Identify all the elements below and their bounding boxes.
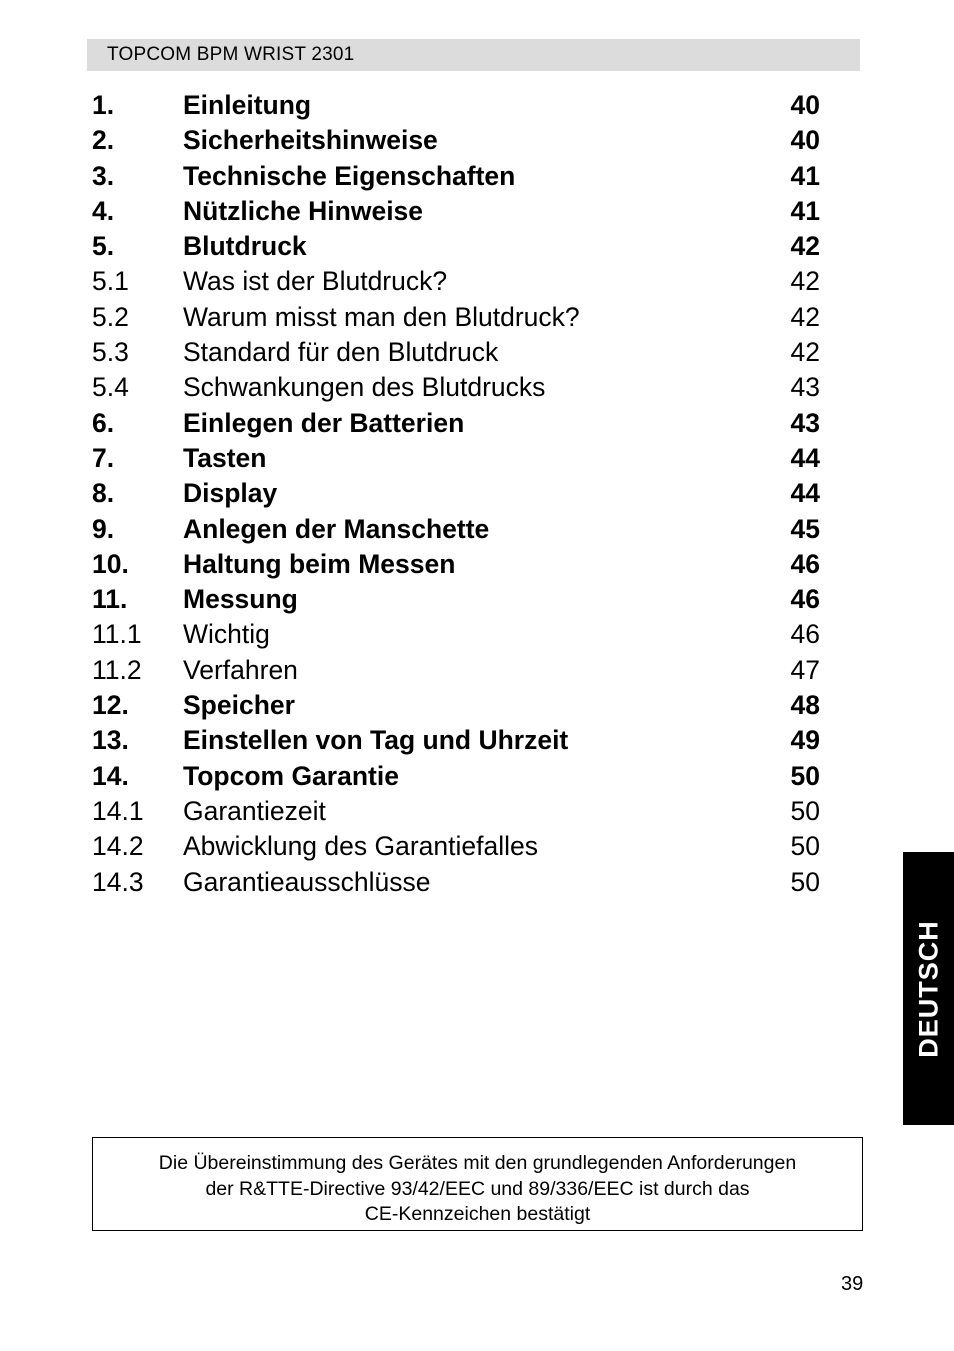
toc-entry-title: Technische Eigenschaften [183,160,516,191]
toc-entry[interactable] [92,512,832,547]
toc-entry-page: 50 [790,831,820,862]
toc-entry-page: 50 [790,760,820,791]
toc-entry[interactable] [92,653,832,688]
toc-entry-title: Sicherheitshinweise [183,125,438,156]
toc-entry-page: 42 [790,266,820,297]
toc-entry-title: Messung [183,584,298,615]
toc-entry-title: Garantieausschlüsse [183,866,431,897]
toc-entry-page: 50 [790,866,820,897]
toc-entry[interactable] [92,406,832,441]
toc-entry-page: 42 [790,301,820,332]
toc-entry-number: 5.2 [92,301,129,332]
toc-entry-page: 48 [790,690,820,721]
toc-entry-number: 11.1 [92,619,142,650]
toc-entry[interactable] [92,229,832,264]
toc-entry-page: 40 [790,90,820,120]
toc-entry-number: 4. [92,195,115,226]
toc-entry-title: Blutdruck [183,231,307,262]
toc-entry-number: 14.3 [92,866,144,897]
toc-entry[interactable] [92,441,832,476]
header-bar [87,39,860,71]
toc-entry-page: 47 [790,654,820,685]
toc-entry-number: 11.2 [92,654,142,685]
toc-entry-number: 14.1 [92,795,144,826]
toc-entry-number: 5.3 [92,337,129,368]
toc-entry-title: Anlegen der Manschette [183,513,490,544]
language-tab [903,852,954,1125]
toc-entry-page: 46 [790,584,820,615]
toc-entry-title: Wichtig [183,619,270,650]
toc-entry-title: Abwicklung des Garantiefalles [183,831,538,862]
notice-line: CE-Kennzeichen bestätigt [364,1203,591,1225]
document-title: TOPCOM BPM WRIST 2301 [107,44,355,65]
toc-entry-page: 43 [790,372,820,403]
toc-entry-title: Haltung beim Messen [183,548,456,579]
page-number: 39 [841,1273,864,1295]
toc-entry[interactable] [92,476,832,511]
toc-entry-title: Speicher [183,690,295,721]
toc-entry-page: 50 [790,795,820,826]
toc-entry-title: Warum misst man den Blutdruck? [183,301,580,332]
toc-entry-page: 41 [790,195,820,226]
toc-entry-number: 12. [92,690,129,721]
toc-entry-page: 44 [790,478,820,509]
notice-line: der R&TTE-Directive 93/42/EEC und 89/336/EEC ist durch das [205,1177,750,1200]
toc-entry[interactable] [92,829,832,864]
table-of-contents [92,88,832,900]
toc-entry-number: 3. [92,160,115,191]
toc-entry-number: 9. [92,513,115,544]
toc-entry-page: 42 [790,231,820,262]
toc-entry[interactable] [92,88,832,123]
toc-entry-number: 1. [92,90,115,120]
toc-entry-title: Einlegen der Batterien [183,407,465,438]
toc-entry-page: 44 [790,442,820,473]
toc-entry-number: 2. [92,125,115,156]
toc-entry[interactable] [92,582,832,617]
language-tab-label: DEUTSCH [913,919,943,1058]
toc-entry[interactable] [92,335,832,370]
toc-entry-number: 14. [92,760,129,791]
toc-entry-title: Topcom Garantie [183,760,399,791]
toc-entry[interactable] [92,264,832,299]
toc-entry-title: Was ist der Blutdruck? [183,266,448,297]
toc-entry-number: 7. [92,442,115,473]
toc-entry[interactable] [92,194,832,229]
toc-entry-number: 5.1 [92,266,129,297]
toc-entry-page: 43 [790,407,820,438]
toc-entry-page: 42 [790,337,820,368]
toc-entry-number: 6. [92,407,115,438]
toc-entry-number: 5. [92,231,115,262]
toc-entry-page: 46 [790,619,820,650]
toc-entry-page: 45 [790,513,820,544]
toc-entry-number: 14.2 [92,831,144,862]
toc-entry-title: Standard für den Blutdruck [183,337,499,368]
toc-entry-page: 40 [790,125,820,156]
toc-entry[interactable] [92,865,832,900]
toc-entry-title: Verfahren [183,654,298,685]
toc-entry[interactable] [92,723,832,758]
toc-entry-page: 46 [790,548,820,579]
toc-entry-title: Einleitung [183,90,312,120]
toc-entry-page: 41 [790,160,820,191]
toc-entry-title: Garantiezeit [183,795,326,826]
toc-entry[interactable] [92,617,832,652]
toc-entry-number: 5.4 [92,372,129,403]
toc-entry[interactable] [92,159,832,194]
toc-entry-number: 11. [92,584,128,615]
toc-entry[interactable] [92,300,832,335]
notice-line: Die Übereinstimmung des Gerätes mit den grundlegenden Anforderungen [158,1152,797,1174]
toc-entry-title: Tasten [183,442,267,473]
toc-entry-title: Einstellen von Tag und Uhrzeit [183,725,569,756]
toc-entry-title: Schwankungen des Blutdrucks [183,372,546,403]
ce-notice-box [92,1137,863,1231]
toc-entry[interactable] [92,370,832,405]
toc-entry-page: 49 [790,725,820,756]
toc-entry-number: 13. [92,725,129,756]
toc-entry-number: 10. [92,548,129,579]
toc-entry[interactable] [92,688,832,723]
toc-entry[interactable] [92,123,832,158]
toc-entry[interactable] [92,759,832,794]
toc-entry[interactable] [92,547,832,582]
toc-entry-title: Display [183,478,278,509]
toc-entry-number: 8. [92,478,115,509]
toc-entry-title: Nützliche Hinweise [183,195,424,226]
toc-entry[interactable] [92,794,832,829]
